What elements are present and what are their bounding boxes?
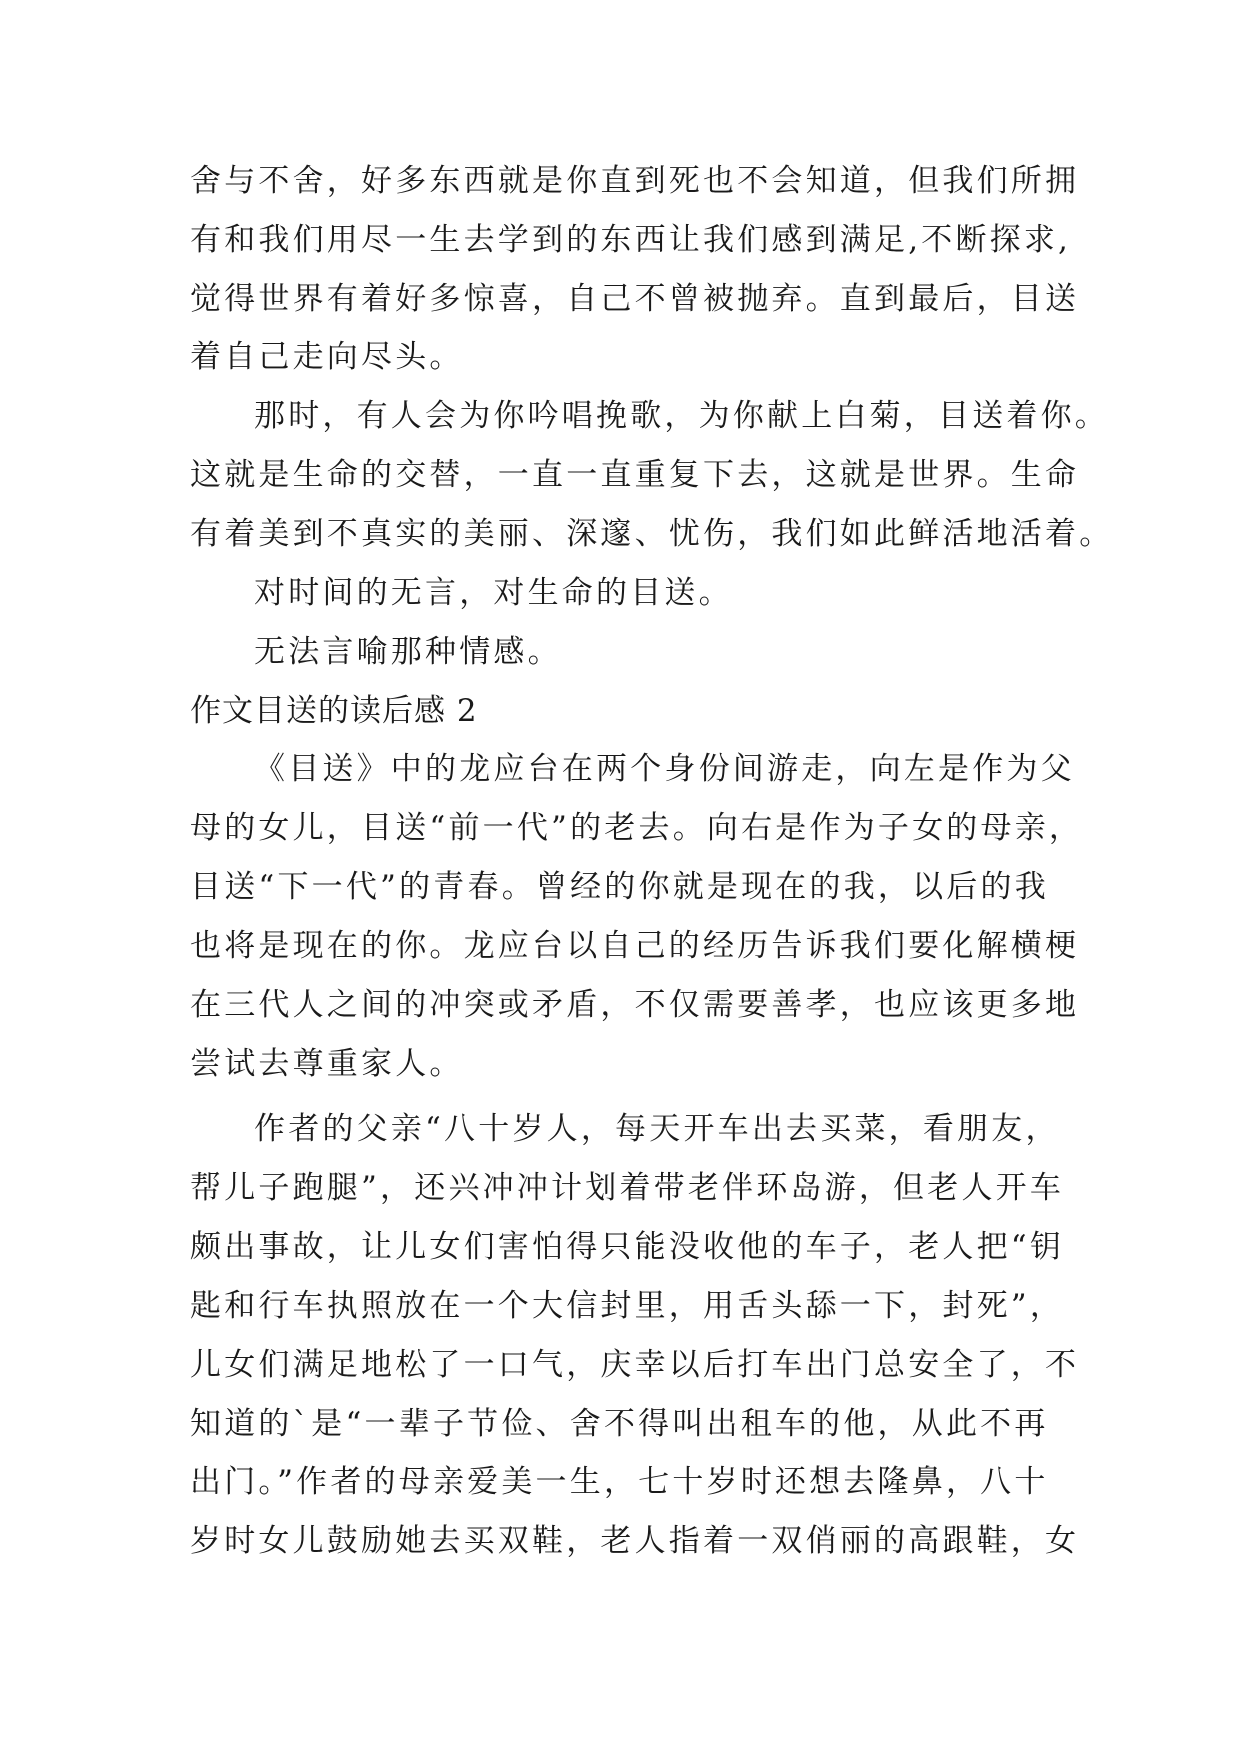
paragraph-line: 有和我们用尽一生去学到的东西让我们感到满足,不断探求, <box>190 222 1072 258</box>
paragraph-line: 舍与不舍，好多东西就是你直到死也不会知道，但我们所拥 <box>190 163 1080 199</box>
paragraph-line: 这就是生命的交替，一直一直重复下去，这就是世界。生命 <box>190 457 1080 493</box>
paragraph-line: 知道的`是“一辈子节俭、舍不得叫出租车的他，从此不再 <box>190 1406 1049 1442</box>
section-heading: 作文目送的读后感 2 <box>190 693 478 729</box>
paragraph-line: 颇出事故，让儿女们害怕得只能没收他的车子，老人把“钥 <box>190 1229 1065 1265</box>
paragraph-line: 儿女们满足地松了一口气，庆幸以后打车出门总安全了，不 <box>190 1347 1080 1383</box>
paragraph-line: 母的女儿，目送“前一代”的老去。向右是作为子女的母亲， <box>190 810 1084 846</box>
paragraph-line: 岁时女儿鼓励她去买双鞋，老人指着一双俏丽的高跟鞋，女 <box>190 1523 1080 1559</box>
paragraph-line: 帮儿子跑腿”，还兴冲冲计划着带老伴环岛游，但老人开车 <box>190 1170 1065 1206</box>
paragraph-line: 也将是现在的你。龙应台以自己的经历告诉我们要化解横梗 <box>190 928 1080 964</box>
paragraph-line: 对时间的无言，对生命的目送。 <box>254 575 733 611</box>
paragraph-line: 着自己走向尽头。 <box>190 339 464 375</box>
paragraph-line: 在三代人之间的冲突或矛盾，不仅需要善孝，也应该更多地 <box>190 987 1080 1023</box>
paragraph-line: 《目送》中的龙应台在两个身份间游走，向左是作为父 <box>254 751 1075 787</box>
paragraph-line: 出门。”作者的母亲爱美一生，七十岁时还想去隆鼻，八十 <box>190 1464 1049 1500</box>
paragraph-line: 无法言喻那种情感。 <box>254 634 562 670</box>
paragraph-line: 觉得世界有着好多惊喜，自己不曾被抛弃。直到最后，目送 <box>190 281 1080 317</box>
paragraph-line: 那时，有人会为你吟唱挽歌，为你献上白菊，目送着你。 <box>254 398 1109 434</box>
paragraph-line: 有着美到不真实的美丽、深邃、忧伤，我们如此鲜活地活着。 <box>190 516 1114 552</box>
paragraph-line: 目送“下一代”的青春。曾经的你就是现在的我，以后的我 <box>190 869 1049 905</box>
paragraph-line: 作者的父亲“八十岁人，每天开车出去买菜，看朋友， <box>254 1111 1060 1147</box>
paragraph-line: 尝试去尊重家人。 <box>190 1046 464 1082</box>
paragraph-line: 匙和行车执照放在一个大信封里，用舌头舔一下，封死”， <box>190 1288 1065 1324</box>
